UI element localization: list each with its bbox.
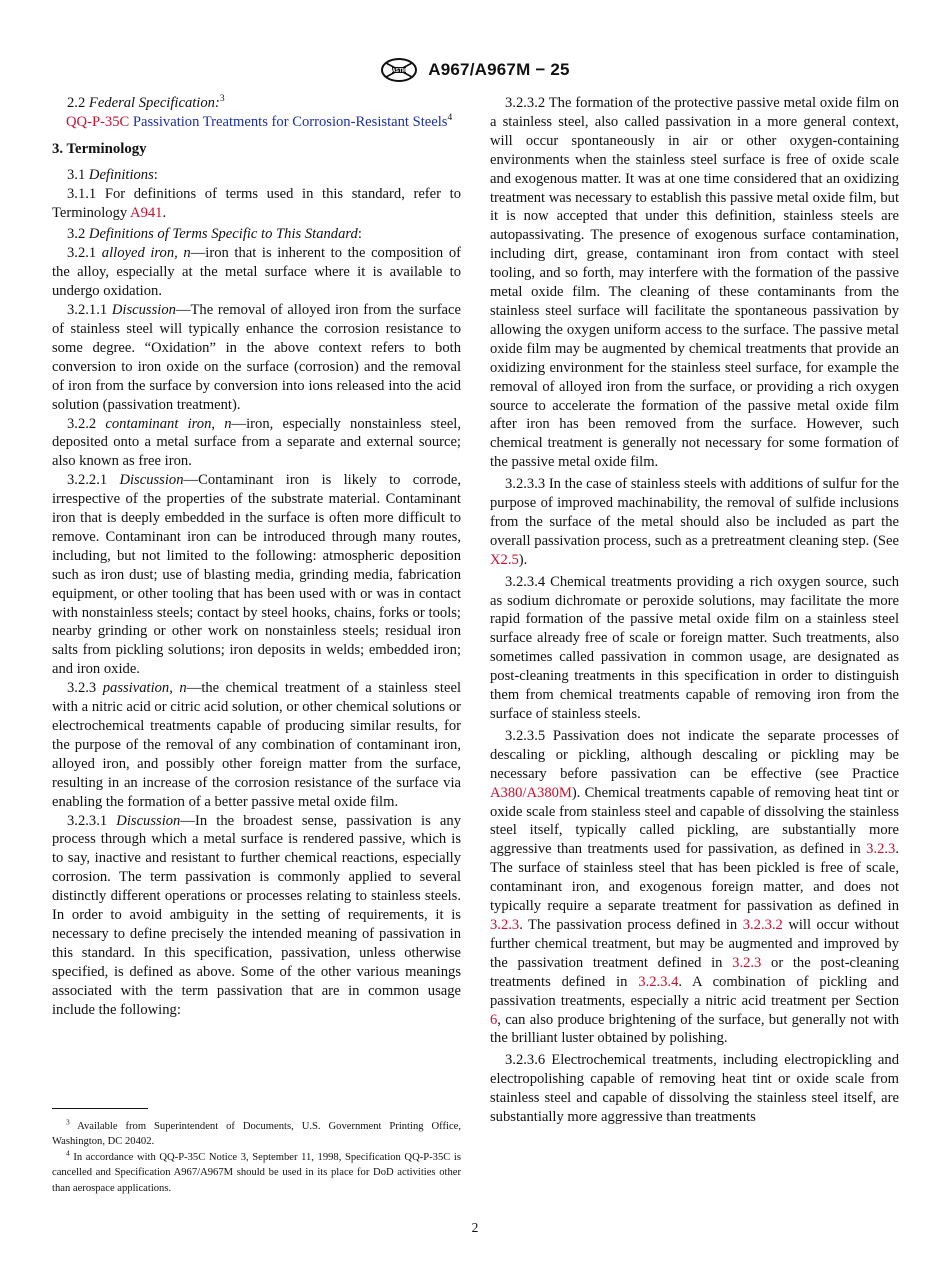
section-3-2-3-1: 3.2.3.1 Discussion—In the broadest sense, passivation is any process through which a metal surface is rendered passive, which is to say, inactive and resistant to further chemical reactions, especially corrosion. The term passivation is commonly applied to several distinctly different operations or processes relating to stainless steels. In order to avoid ambiguity in the setting of requirements, it is necessary to define precisely the intended meaning of passivation in this standard. In this specification, passivation, unless otherwise specified, is defined as above. Some of the other various meanings associated with the term passivation that are in common usage include the following: xyxy=(52,812,461,1018)
document-code: A967/A967M − 25 xyxy=(428,60,570,79)
section-3-2: 3.2 Definitions of Terms Specific to This Standard: xyxy=(67,226,362,243)
section-3-2-3-2: 3.2.3.2 The formation of the protective passive metal oxide film on a stainless steel, also called passivation in a more general context, will occur spontaneously in air or other oxygen-containing environments when the stainless steel surface is free of oxide scale and exogenous matter. It was at one time considered that an oxidizing treatment was necessary to establish this passive metal oxide film, but it is now accepted that under this definition, stainless steels are autopassivating. The presence of exogenous surface contamination, including dirt, grease, contaminant iron from contact with steel tooling, and so forth, may interfere with the formation of the passive metal oxide film. The cleaning of these contaminants from the stainless steel surface will facilitate the spontaneous passivation by allowing the oxygen uniform access to the surface. The passive metal oxide film may be augmented by chemical treatments that provide an oxidizing environment for the stainless steel surface, for example the removal of alloyed iron from the surface, or providing a rich oxygen source to accelerate the formation of the passive metal oxide film after iron has been removed from the surface. However, such chemical treatment is generally not necessary for some formation of the passive metal oxide film. xyxy=(490,95,899,471)
section-3-2-3-4: 3.2.3.4 Chemical treatments providing a rich oxygen source, such as sodium dichromate or peroxide solutions, may facilitate the more rapid formation of the passive metal oxide film on a stainless steel surface already free of scale or foreign matter. Such treatments, also sometimes called passivation in common usage, are designated as post-cleaning treatments in this specification in order to distinguish them from chemical treatments capable of removing iron from the surface of stainless steels. xyxy=(490,573,899,722)
section-3-2-3-6: 3.2.3.6 Electrochemical treatments, including electropickling and electropolishing capable of removing heat tint or oxide scale from stainless steel and capable of dissolving the stainless steel itself, are substantially more aggressive than treatments xyxy=(490,1052,899,1126)
section-3-2-1: 3.2.1 alloyed iron, n—iron that is inherent to the composition of the alloy, especially at the metal surface where it is available to undergo oxidation. xyxy=(52,245,461,300)
footnote-ref-4[interactable]: 4 xyxy=(447,113,453,124)
a380-link[interactable]: A380/A380M xyxy=(490,784,572,801)
section-3-2-3: 3.2.3 passivation, n—the chemical treatment of a stainless steel with a nitric acid or citric acid solution, or other chemical solutions or electrochemical treatments capable of producing similar results, for the purpose of the removal of any combination of contaminant iron, alloyed iron, and possibly other foreign matter from the surface, resulting in an increase of the corrosion resistance of the surface via enabling the formation of a better passive metal oxide film. xyxy=(52,680,462,810)
footnote-divider xyxy=(52,1108,148,1109)
footnote-4: $^4$ In accordance with QQ-P-35C Notice 3, September 11, 1998, Specification QQ-P-35C is cancelled and Specification A967/A967M should be used in its place for DoD activities other than aerospace applications. xyxy=(52,1148,461,1194)
ref-3-2-3-link[interactable]: 3.2.3 xyxy=(490,916,520,933)
ref-3-2-3-4-link[interactable]: 3.2.3.4 xyxy=(638,973,679,990)
svg-text:ASTM: ASTM xyxy=(392,68,407,75)
section-3-title: 3. Terminology xyxy=(52,140,147,157)
qq-p-35c-reference xyxy=(52,113,461,132)
left-column xyxy=(52,94,461,1020)
astm-logo-icon xyxy=(380,58,418,82)
x2-5-link[interactable]: X2.5 xyxy=(490,551,519,568)
ref-section-6-link[interactable]: 6 xyxy=(490,1011,498,1028)
right-column xyxy=(490,94,899,1127)
footnotes xyxy=(52,1119,461,1196)
qq-p-35c-link[interactable]: QQ-P-35C xyxy=(66,113,130,130)
qq-p-35c-title-link-cont[interactable]: Steels xyxy=(412,113,448,130)
page-header xyxy=(0,58,950,84)
qq-p-35c-title-link[interactable]: Passivation Treatments for Corrosion-Resistant xyxy=(132,113,409,130)
section-3-1-1: 3.1.1 For definitions of terms used in this standard, refer to Terminology A941. xyxy=(52,185,461,221)
footnote-ref-3[interactable]: 3 xyxy=(219,94,225,105)
a941-link[interactable]: A941 xyxy=(130,204,163,221)
page-number: 2 xyxy=(471,1220,479,1235)
section-3-1: 3.1 Definitions: xyxy=(67,166,158,183)
ref-3-2-3-2-link[interactable]: 3.2.3.2 xyxy=(742,916,783,933)
section-3-2-3-5: 3.2.3.5 Passivation does not indicate the separate processes of descaling or pickling, although descaling or pickling may be necessary before passivation can be effective (see Practice A380/A380M). Chemical treatments capable of removing heat tint or oxide scale from stainless steel and capable of dissolving the stainless steel itself, typically called pickling, are substantially more aggressive than treatments used for passivation, as defined in 3.2.3. The surface of stainless steel that has been pickled is free of scale, contaminant iron, and exogenous foreign matter, and does not typically require a separate treatment for passivation as defined in 3.2.3. The passivation process defined in 3.2.3.2 will occur without further chemical treatment, but may be augmented and improved by the passivation treatment defined in 3.2.3 or the post-cleaning treatments defined in 3.2.3.4. A combination of pickling and passivation treatments, especially a nitric acid treatment per Section 6, can also produce brightening of the surface, but generally not with the brilliant luster obtained by polishing. xyxy=(490,727,899,1047)
ref-3-2-3-link[interactable]: 3.2.3 xyxy=(732,954,762,971)
section-2-2: 2.2 Federal Specification:$^3$ xyxy=(67,94,225,111)
section-3-2-2-1: 3.2.2.1 Discussion—Contaminant iron is likely to corrode, irrespective of the properties of the substrate material. Contaminant iron that is deeply embedded in the surface is often more difficult to remove. Contaminant iron can be introduced through many routes, including, but not limited to the following: atmospheric deposition such as iron dust; use of blasting media, grinding media, fabrication equipment, or other tooling that has been used with or was in contact with nonstainless steels; contact by steel hooks, chains, forks or tools; nearby grinding or other work on nonstainless steels; residual iron salts from pickling solutions; iron deposits in welds; embedded iron; and iron oxide. xyxy=(52,472,461,678)
section-3-2-1-1: 3.2.1.1 Discussion—The removal of alloyed iron from the surface of stainless steel will typically enhance the corrosion resistance to some degree. “Oxidation” in the above context refers to both conversion to iron oxide on the surface (corrosion) and the removal of iron from the surface by conversion into ions released into the acid solution (passivation treatment). xyxy=(52,302,461,413)
section-3-2-3-3: 3.2.3.3 In the case of stainless steels with additions of sulfur for the purpose of improved machinability, the removal of sulfide inclusions from the surface of the metal should also be included as part the overall passivation process, such as a pretreatment cleaning step. (See X2.5). xyxy=(490,476,899,568)
footnote-3: $^3$ Available from Superintendent of Documents, U.S. Government Printing Office, Washington, DC 20402. xyxy=(52,1117,461,1148)
section-3-2-2: 3.2.2 contaminant iron, n—iron, especially nonstainless steel, deposited onto a metal surface from a separate and external source; also known as free iron. xyxy=(52,415,461,470)
ref-3-2-3-link[interactable]: 3.2.3 xyxy=(866,841,896,858)
